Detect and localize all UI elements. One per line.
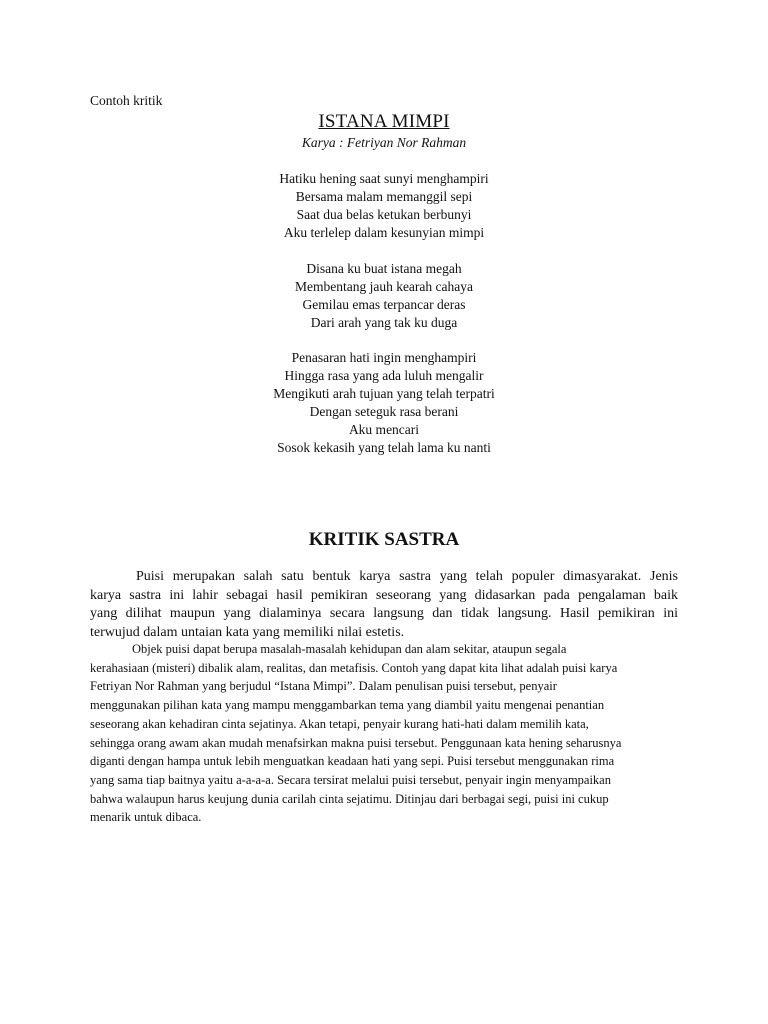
poem-line: Membentang jauh kearah cahaya bbox=[294, 279, 474, 294]
paragraph-line: Objek puisi dapat berupa masalah-masalah kehidupan dan alam sekitar, ataupun segala bbox=[132, 642, 567, 656]
paragraph-line: sehingga orang awam akan mudah menafsirkan makna puisi tersebut. Penggunaan kata hening seharusnya bbox=[90, 735, 622, 750]
paragraph-line: yang sama tiap baitnya yaitu a-a-a-a. Secara tersirat melalui puisi tersebut, penyair ingin menyampaikan bbox=[90, 772, 611, 787]
paragraph-line: karya sastra ini lahir sebagai hasil pemikiran seseorang yang didasarkan pada pengalaman baik bbox=[90, 587, 678, 603]
paragraph-line: kerahasiaan (misteri) dibalik alam, realitas, dan metafisis. Contoh yang dapat kita lihat adalah puisi karya bbox=[90, 660, 618, 675]
critique-paragraph-1 bbox=[90, 568, 678, 642]
paragraph-line: menggunakan pilihan kata yang mampu menggambarkan tema yang diambil yaitu mengenai penantian bbox=[90, 698, 605, 713]
paragraph-line: Puisi merupakan salah satu bentuk karya sastra yang telah populer dimasyarakat. Jenis bbox=[136, 569, 678, 584]
paragraph-line: menarik untuk dibaca. bbox=[90, 810, 202, 825]
poem-line: Aku mencari bbox=[348, 422, 420, 437]
poem-line: Hingga rasa yang ada luluh mengalir bbox=[284, 368, 484, 383]
poem-line: Gemilau emas terpancar deras bbox=[302, 297, 466, 312]
poem-stanza bbox=[0, 260, 768, 332]
poem-line: Dari arah yang tak ku duga bbox=[310, 315, 458, 330]
poem-line: Disana ku buat istana megah bbox=[306, 261, 462, 276]
paragraph-line: terwujud dalam untaian kata yang memiliki nilai estetis. bbox=[90, 624, 405, 640]
poem-line: Mengikuti arah tujuan yang telah terpatri bbox=[273, 386, 495, 401]
critique-paragraph-2 bbox=[90, 640, 690, 827]
poem-line: Aku terlelep dalam kesunyian mimpi bbox=[283, 225, 485, 240]
poem-line: Penasaran hati ingin menghampiri bbox=[291, 350, 477, 365]
section-title: KRITIK SASTRA bbox=[308, 529, 460, 550]
poem-author: Karya : Fetriyan Nor Rahman bbox=[301, 135, 467, 150]
paragraph-line: bahwa walaupun harus keujung dunia carilah cinta sejatimu. Ditinjau dari berbagai segi, puisi ini cukup bbox=[90, 791, 609, 806]
poem-stanza bbox=[0, 349, 768, 457]
poem-line: Hatiku hening saat sunyi menghampiri bbox=[279, 171, 489, 186]
poem-line: Sosok kekasih yang telah lama ku nanti bbox=[277, 440, 491, 455]
poem-title: ISTANA MIMPI bbox=[318, 111, 450, 132]
paragraph-line: Fetriyan Nor Rahman yang berjudul “Istana Mimpi”. Dalam penulisan puisi tersebut, penyair bbox=[90, 679, 557, 694]
paragraph-line: yang dilihat maupun yang dialaminya secara langsung dan tidak langsung. Hasil pemikiran ini bbox=[90, 606, 678, 621]
paragraph-line: seseorang akan kehadiran cinta sejatinya. Akan tetapi, penyair kurang hati-hati dalam memilih kata, bbox=[90, 716, 589, 731]
poem-line: Bersama malam memanggil sepi bbox=[295, 189, 473, 204]
poem-line: Dengan seteguk rasa berani bbox=[309, 404, 459, 419]
document-label: Contoh kritik bbox=[90, 93, 163, 108]
poem-line: Saat dua belas ketukan berbunyi bbox=[296, 207, 472, 222]
paragraph-line: diganti dengan hampa untuk lebih menguatkan keadaan hati yang sepi. Puisi tersebut menggunakan rima bbox=[90, 754, 615, 769]
poem-stanza bbox=[0, 170, 768, 242]
